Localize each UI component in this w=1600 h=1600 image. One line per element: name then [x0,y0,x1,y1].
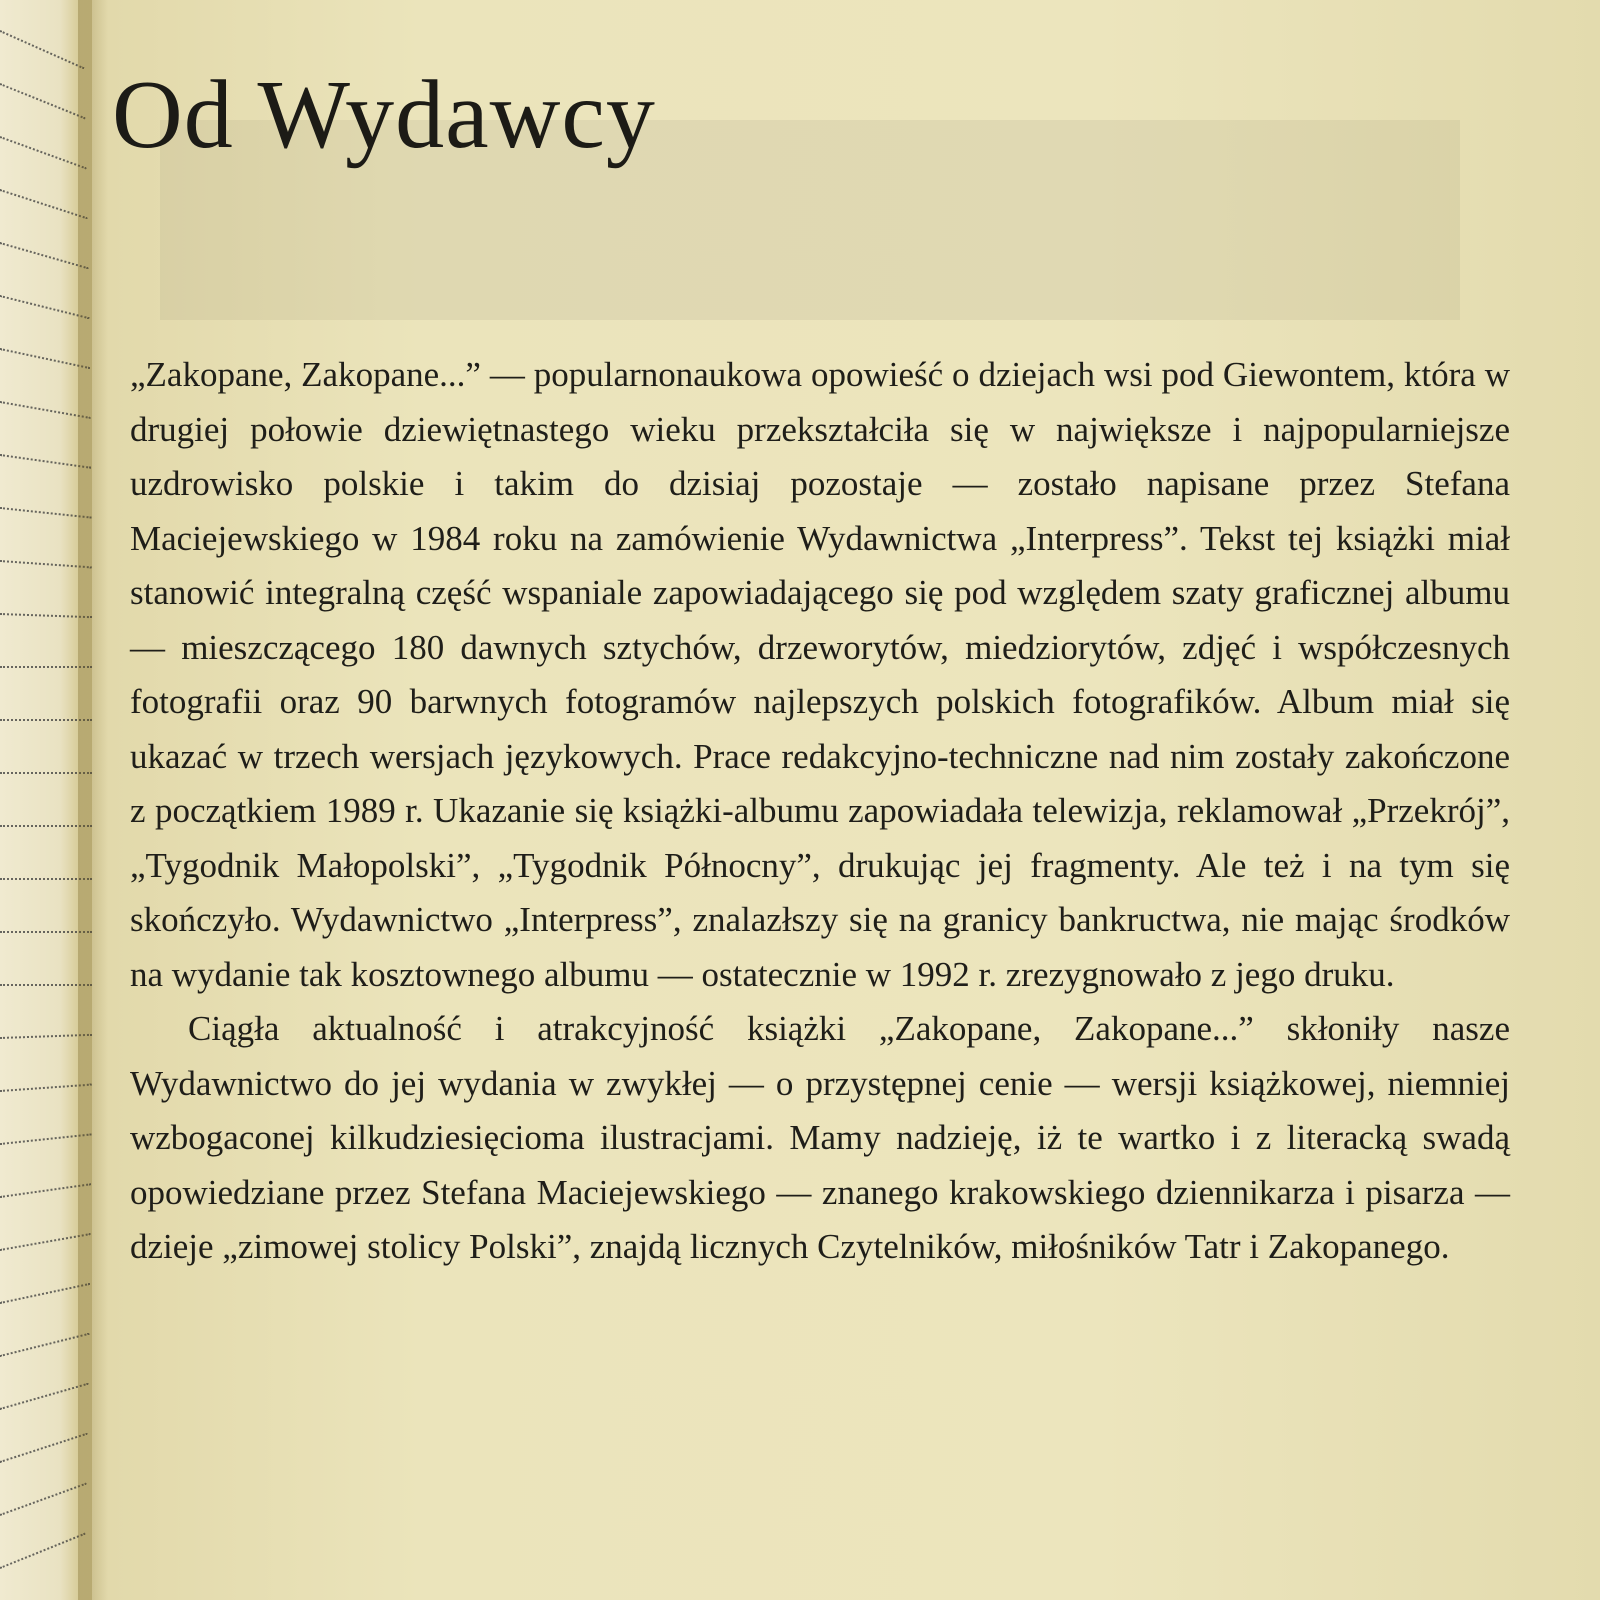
page-title: Od Wydawcy [112,61,656,169]
facing-page-text-line [0,136,87,169]
facing-page-text-line [0,1383,89,1410]
facing-page-text-line [0,348,90,369]
facing-page-text-line [0,295,90,319]
facing-page-text-line [0,1283,90,1304]
paragraph-2: Ciągła aktualność i atrakcyjność książki „Zakopane, Zakopane...” skłoniły nasze Wydawnictwo do jej wydania w zwykłej — o przystępnej cenie — wersji książkowej, niemniej wzbogaconej kilkudziesięcioma ilustracjami. Mamy nadzieję, iż te wartko i z literacką swadą opowiedziane przez Stefana Maciejewskiego — znanego krakowskiego dziennikarza i pisarza — dzieje „zimowej stolicy Polski”, znajdą licznych Czytelników, miłośników Tatr i Zakopanego. [130,1009,1510,1266]
facing-page-text-line [0,1533,86,1569]
facing-page-text-line [0,242,89,269]
spine-shadow [78,0,108,1600]
facing-page-text-line [0,1433,88,1463]
paragraph-1: „Zakopane, Zakopane...” — popularnonaukowa opowieść o dziejach wsi pod Giewontem, która w drugiej połowie dziewiętnastego wieku przekształciła się w największe i najpopularniejsze uzdrowisko polskie i takim do dzisiaj pozostaje — zostało napisane przez Stefana Maciejewskiego w 1984 roku na zamówienie Wydawnictwa „Interpress”. Tekst tej książki miał stanowić integralną część wspaniale zapowiadającego się pod względem szaty graficznej albumu — mieszczącego 180 dawnych sztychów, drzeworytów, miedziorytów, zdjęć i współczesnych fotografii oraz 90 barwnych fotogramów najlepszych polskich fotografików. Album miał się ukazać w trzech wersjach językowych. Prace redakcyjno-techniczne nad nim zostały zakończone z początkiem 1989 r. Ukazanie się książki-albumu zapowiadała telewizja, reklamował „Przekrój”, „Tygodnik Małopolski”, „Tygodnik Północny”, drukując jej fragmenty. Ale też i na tym się skończyło. Wydawnictwo „Interpress”, znalazłszy się na granicy bankructwa, nie mając środków na wydanie tak kosztownego albumu — ostatecznie w 1992 r. zrezygnowało z jego druku. [130,355,1510,994]
facing-page-text-line [0,1333,90,1357]
facing-page-text-line [0,1483,87,1516]
facing-page-text-line [0,189,88,219]
facing-page-text-line [0,83,86,119]
body-text [130,348,1510,1275]
facing-page-text-line [0,30,84,69]
